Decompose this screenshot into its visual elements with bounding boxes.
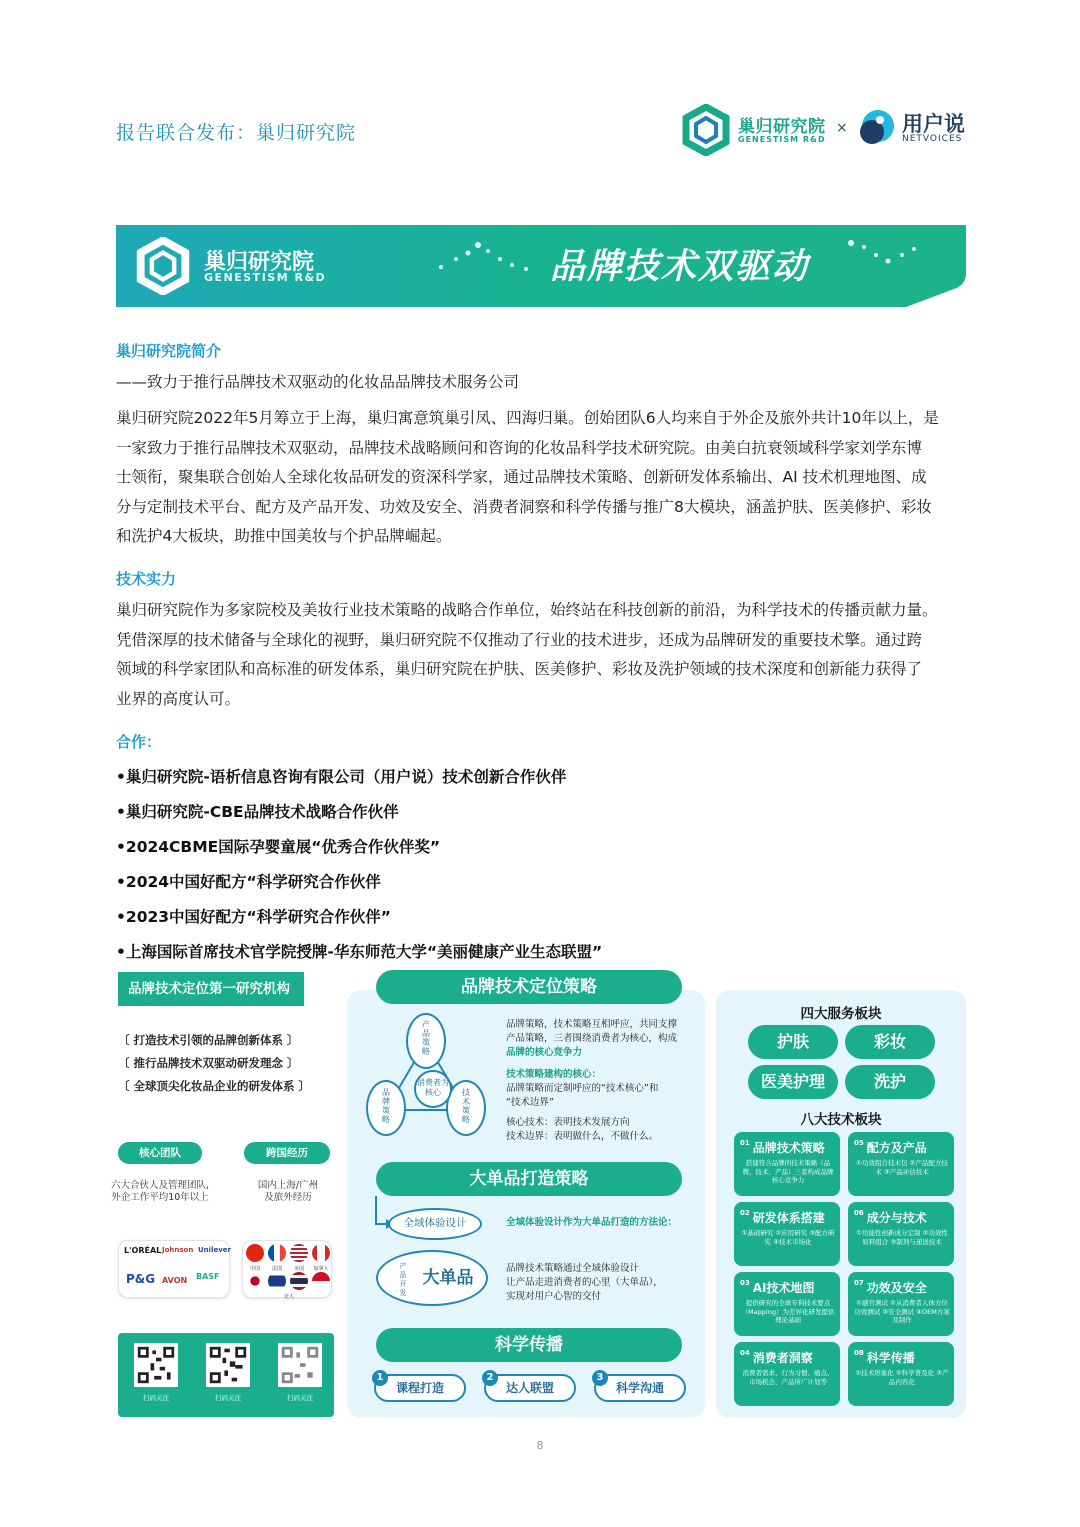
brand-strategy-label: 品牌策略 (382, 1088, 390, 1124)
strategy-desc-1 (506, 1018, 700, 1060)
service-skincare: 护肤 (748, 1025, 838, 1059)
tech-number: 03 (740, 1279, 750, 1287)
left-tag: 品牌技术定位第一研究机构 (118, 972, 304, 1006)
genestism-logo-icon (680, 104, 732, 156)
qr-caption: 扫码关注 (287, 1394, 313, 1402)
tech-number: 01 (740, 1139, 750, 1147)
step-number-2: 2 (482, 1370, 498, 1386)
cooperation-item: •2023中国好配方“科学研究合作伙伴” (116, 908, 391, 926)
intro-line: 一家致力于推行品牌技术双驱动，品牌技术战略顾问和咨询的化妆品科学技术研究院。由美白抗衰领域科学家刘学东博 (116, 438, 923, 457)
core-team-desc (108, 1180, 212, 1204)
tech-title: AI技术地图 (752, 1281, 815, 1295)
intro-title: 巢归研究院简介 (116, 342, 222, 360)
intro-paragraph (116, 404, 976, 552)
flag-label: 北大 (283, 1294, 294, 1300)
step-number-3: 3 (592, 1370, 608, 1386)
service-medical-repair: 医美护理 (748, 1065, 838, 1099)
method-title: 全域体验设计作为大单品打造的方法论： (506, 1217, 678, 1228)
strategy-desc-line: 品牌策略，技术策略互相呼应，共同支撑 (506, 1019, 678, 1030)
logo2-name: 用户说 (902, 112, 965, 136)
course-building-item: 课程打造 (374, 1374, 466, 1402)
product-dev-label: 产品开发 (399, 1262, 407, 1297)
strength-line: 业界的高度认可。 (116, 689, 241, 708)
cooperation-item: •巢归研究院-CBE品牌技术战略合作伙伴 (116, 803, 399, 821)
tech-title: 品牌技术策略 (752, 1141, 825, 1155)
header-logos (680, 102, 970, 158)
strategy-desc-line: 核心技术：表明技术发展方向 (506, 1117, 630, 1128)
tech-title: 科学传播 (866, 1351, 915, 1365)
method-desc-line: 实现对用户心智的交付 (506, 1291, 602, 1302)
tech-block (848, 1342, 954, 1406)
hero-product-label: 大单品 (422, 1268, 474, 1288)
tech-block (734, 1132, 840, 1196)
logo1-name: 巢归研究院 (738, 117, 826, 137)
tech-desc: 搭建符合品牌的技术策略（品牌、技术、产品）三者构成品牌核心竞争力 (742, 1159, 834, 1184)
tech-title: 研发体系搭建 (752, 1211, 825, 1225)
title-banner (116, 225, 966, 307)
cooperation-item: •2024中国好配方“科学研究合作伙伴 (116, 873, 381, 891)
tech-block (734, 1342, 840, 1406)
banner-logo-name: 巢归研究院 (204, 250, 315, 275)
cross-border-desc-line: 国内上海/广州 (257, 1180, 319, 1191)
banner-title: 品牌技术双驱动 (550, 247, 810, 287)
product-strategy-label: 产品策略 (422, 1020, 430, 1056)
method-desc (506, 1262, 702, 1304)
qr-code-icon (206, 1343, 250, 1387)
cooperation-item: •巢归研究院-语析信息咨询有限公司（用户说）技术创新合作伙伴 (116, 768, 567, 786)
strength-line: 领域的科学家团队和高标准的研发体系，巢归研究院在护肤、医美修护、彩妆及洗护领域的技术深度和创新能力获得了 (116, 660, 923, 678)
qr-code-icon (278, 1343, 322, 1387)
strength-line: 巢归研究院作为多家院校及美妆行业技术策略的战略合作单位，始终站在科技创新的前沿，为科学技术的传播贡献力量。 (116, 601, 938, 619)
strategy-desc-line: 品牌策略而定制呼应的“技术核心”和 (506, 1083, 659, 1094)
tech-desc: ①功效组合技术包 ②产品配方技术 ③产品评估技术 (856, 1159, 948, 1176)
service-makeup: 彩妆 (845, 1025, 935, 1059)
tech-title: 消费者洞察 (752, 1351, 813, 1365)
intro-line: 士领衔，聚集联合创始人全球化妆品研发的资深科学家，通过品牌技术策略、创新研发体系输出、AI 技术机理地图、成 (116, 468, 927, 486)
tech-number: 07 (854, 1279, 864, 1287)
strategy-desc-highlight: 品牌的核心竞争力 (506, 1047, 583, 1058)
strategy-desc-2 (506, 1068, 700, 1110)
influencer-alliance-item: 达人联盟 (484, 1374, 576, 1402)
flag-label: 法国 (271, 1266, 282, 1272)
intro-line: 分与定制技术平台、配方及产品开发、功效及安全、消费者洞察和科学传播与推广8大模块，涵盖护肤、医美修护、彩妆 (116, 497, 932, 516)
tech-desc: ①技术形象化 ②科学普及化 ③产品内容化 (855, 1369, 949, 1386)
brand-unilever: Unilever (198, 1246, 231, 1254)
flag-label: 美国 (293, 1266, 304, 1272)
banner-logo-icon (134, 237, 192, 295)
cooperation-item: •上海国际首席技术官学院授牌-华东师范大学“美丽健康产业生态联盟” (116, 943, 603, 961)
core-team-desc-line: 六大合伙人及管理团队, (110, 1180, 210, 1191)
strength-line: 凭借深厚的技术储备与全球化的视野，巢归研究院不仅推动了行业的技术进步，还成为品牌研发的重要技术擎。通过跨 (116, 630, 923, 649)
tech-title: 配方及产品 (866, 1141, 927, 1155)
intro-subtitle: ——致力于推行品牌技术双驱动的化妆品品牌技术服务公司 (116, 373, 520, 391)
cooperation-item: •2024CBME国际孕婴童展“优秀合作伙伴奖” (116, 838, 441, 856)
core-team-desc-line: 外企工作平均10年以上 (111, 1192, 209, 1203)
tech-desc: 提供研究的全球专利技术要点（Mapping）为差异化研发提供理论基础 (741, 1299, 835, 1324)
tech-number: 02 (740, 1209, 750, 1217)
flag-label: 加拿大 (313, 1266, 329, 1272)
logo1-subtitle: GENESTISM R&D (738, 135, 826, 144)
tech-block (848, 1202, 954, 1266)
strategy-desc-line: 技术边界：表明做什么，不做什么。 (506, 1131, 659, 1142)
qr-caption: 扫码关注 (143, 1394, 169, 1402)
netvoices-logo-icon (856, 106, 896, 152)
strategy-desc-line: “技术边界” (506, 1097, 554, 1108)
left-bracket-item: 〔 推行品牌技术双驱动研发理念 〕 (118, 1056, 299, 1070)
core-team-pill: 核心团队 (118, 1142, 202, 1164)
tech-strategy-label: 技术策略 (462, 1088, 470, 1124)
cross-border-desc (236, 1180, 340, 1204)
tech-number: 06 (854, 1209, 864, 1217)
science-communication-item: 科学沟通 (594, 1374, 686, 1402)
brand-basf: BASF (196, 1272, 220, 1281)
tech-desc: ①功能性创新成分定制 ②功效性原料组合 ③制剂与递送技术 (856, 1229, 948, 1246)
brand-pg: P&G (126, 1272, 156, 1286)
brand-avon: AVON (162, 1276, 188, 1285)
brand-loreal: L'ORÉAL (124, 1246, 162, 1255)
tech-desc: 消费者需求、行为习惯、痛点、市场机会、产品所广计划等 (742, 1369, 834, 1386)
strategy-desc-line: 产品策略，三者围绕消费者为核心，构成 (506, 1033, 678, 1044)
canada-flag-icon (312, 1244, 330, 1262)
banner-logo-subtitle: GENESTISM R&D (204, 271, 327, 284)
qr-caption: 扫码关注 (215, 1394, 241, 1402)
china-flag-icon (246, 1244, 264, 1262)
tech-number: 05 (854, 1139, 864, 1147)
cross-border-desc-line: 及旅外经历 (264, 1192, 312, 1203)
left-bracket-item: 〔 全球顶尖化妆品企业的研发体系 〕 (118, 1079, 311, 1093)
usa-flag-icon (290, 1244, 308, 1262)
tech-block (734, 1202, 840, 1266)
positioning-strategy-header: 品牌技术定位策略 (376, 970, 682, 1004)
tech-block (734, 1272, 840, 1336)
intro-line: 和洗护4大板块，助推中国美妆与个护品牌崛起。 (116, 527, 452, 545)
step-number-1: 1 (372, 1370, 388, 1386)
science-communication-header: 科学传播 (376, 1328, 682, 1362)
france-flag-icon (268, 1244, 286, 1262)
left-bracket-item: 〔 打造技术引领的品牌创新体系 〕 (118, 1033, 299, 1047)
strength-paragraph (116, 596, 976, 714)
flag-label: 中国 (249, 1266, 260, 1272)
service-haircare: 洗护 (845, 1065, 935, 1099)
tech-title: 功效及安全 (866, 1281, 927, 1295)
brand-johnson: Johnson (162, 1246, 194, 1254)
logo2-subtitle: NETVOICES (902, 134, 963, 144)
tech-desc: ①感官测试 ②从消费者人体方位功效测试 ③安全测试 ④OEM方案及制作 (854, 1299, 950, 1324)
page-number: 8 (536, 1439, 544, 1452)
omni-experience-label: 全域体验设计 (403, 1217, 467, 1229)
eight-tech-header: 八大技术板块 (800, 1112, 882, 1128)
tech-block (848, 1132, 954, 1196)
strategy-desc-highlight: 技术策略建构的核心： (506, 1069, 602, 1080)
method-desc-line: 让产品走进消费者的心里（大单品）， (506, 1277, 663, 1288)
method-desc-line: 品牌技术策略通过全域体验设计 (506, 1263, 640, 1274)
qr-code-icon (134, 1343, 178, 1387)
cross-border-pill: 跨国经历 (244, 1142, 330, 1164)
strength-title: 技术实力 (116, 570, 177, 588)
hero-product-header: 大单品打造策略 (376, 1162, 682, 1196)
cooperation-title: 合作： (116, 733, 162, 751)
tech-title: 成分与技术 (866, 1211, 927, 1225)
strategy-desc-3 (506, 1116, 700, 1144)
publish-header: 报告联合发布：巢归研究院 (116, 122, 357, 144)
intro-line: 巢归研究院2022年5月筹立于上海，巢归寓意筑巢引凤、四海归巢。创始团队6人均来自于外企及旅外共计10年以上，是 (116, 409, 939, 427)
times-sign: × (836, 120, 848, 136)
tech-number: 04 (740, 1349, 750, 1357)
tech-block (848, 1272, 954, 1336)
consumer-core-label: 消费者为核心 (417, 1078, 449, 1097)
tech-desc: ①基础研究 ②应用研究 ③配方研究 ④技术市场化 (741, 1229, 835, 1246)
tech-number: 08 (854, 1349, 864, 1357)
four-services-header: 四大服务板块 (800, 1006, 882, 1022)
